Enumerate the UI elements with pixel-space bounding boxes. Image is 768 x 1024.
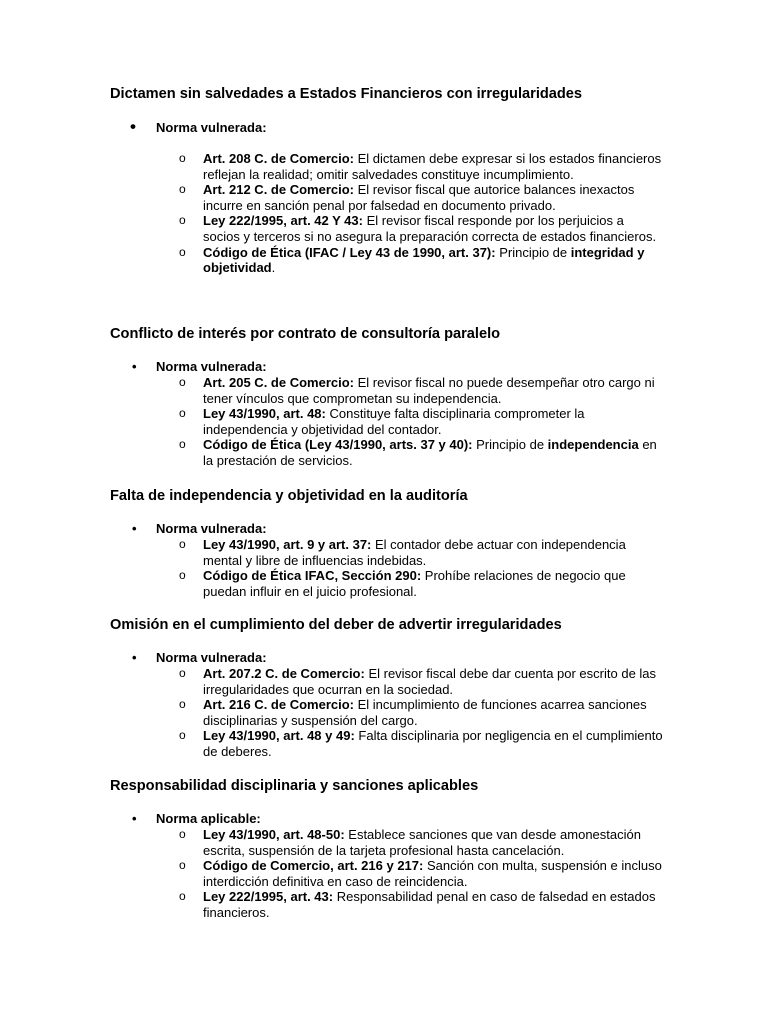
list-item — [110, 245, 663, 276]
list-item — [110, 697, 663, 728]
circle-bullet-icon: o — [179, 437, 186, 452]
circle-bullet-icon: o — [179, 728, 186, 743]
item-text: Establece sanciones que van desde amonestación escrita, suspensión de la tarjeta profesional hasta cancelación. — [203, 827, 641, 858]
circle-bullet-icon: o — [179, 375, 186, 389]
list-item — [110, 568, 663, 599]
item-text: Falta disciplinaria por negligencia en el cumplimiento de deberes. — [203, 728, 663, 759]
section-title: Omisión en el cumplimiento del deber de advertir irregularidades — [110, 617, 562, 633]
bullet-icon: • — [132, 521, 137, 536]
section-conflicto — [110, 325, 670, 469]
circle-bullet-icon: o — [179, 182, 186, 197]
bullet-icon: • — [132, 811, 137, 826]
norma-label: Norma aplicable: — [156, 811, 261, 826]
circle-bullet-icon: o — [179, 827, 186, 841]
norma-label-item — [110, 811, 670, 827]
norma-label-item — [110, 521, 670, 537]
circle-bullet-icon: o — [179, 537, 186, 551]
norma-label: Norma vulnerada: — [156, 359, 267, 374]
list-item — [110, 213, 663, 244]
section-title: Falta de independencia y objetividad en la auditoría — [110, 488, 468, 504]
circle-bullet-icon: o — [179, 858, 186, 873]
item-text: Principio de — [472, 437, 548, 453]
item-emphasis: independencia — [547, 437, 639, 453]
item-reference: Art. 216 C. de Comercio: — [203, 697, 354, 713]
item-text: Responsabilidad penal en caso de falsedad en estados financieros. — [203, 889, 656, 920]
section-independencia — [110, 487, 670, 599]
item-reference: Código de Comercio, art. 216 y 217: — [203, 858, 424, 874]
item-reference: Código de Ética IFAC, Sección 290: — [203, 568, 422, 584]
list-item — [110, 827, 663, 858]
list-item — [110, 375, 663, 406]
item-text: Prohíbe relaciones de negocio que puedan influir en el juicio profesional. — [203, 568, 626, 599]
list-item — [110, 858, 663, 889]
item-text: El dictamen debe expresar si los estados financieros reflejan la realidad; omitir salvedades constituye incumplimiento. — [203, 151, 662, 182]
list-item — [110, 666, 663, 697]
section-omision — [110, 616, 670, 760]
norma-list — [110, 827, 670, 921]
norma-label-item — [110, 650, 670, 666]
item-text: El contador debe actuar con independencia mental y libre de influencias indebidas. — [203, 537, 626, 568]
item-reference: Ley 43/1990, art. 9 y art. 37: — [203, 537, 372, 552]
item-text: Sanción con multa, suspensión e incluso interdicción definitiva en caso de reincidencia. — [203, 858, 662, 889]
section-title: Conflicto de interés por contrato de consultoría paralelo — [110, 326, 501, 342]
norma-list — [110, 666, 670, 760]
circle-bullet-icon: o — [179, 697, 186, 712]
circle-bullet-icon: o — [179, 568, 186, 583]
bullet-icon: • — [132, 650, 137, 665]
circle-bullet-icon: o — [179, 244, 186, 259]
circle-bullet-icon: o — [179, 666, 186, 680]
list-item — [110, 406, 663, 437]
bullet-icon: • — [130, 117, 136, 136]
item-emphasis: integridad y objetividad — [203, 244, 645, 276]
item-text: Constituye falta disciplinaria comprometer la independencia y objetividad del contador. — [203, 406, 585, 437]
bullet-icon: • — [132, 359, 137, 374]
item-text: El revisor fiscal que autorice balances inexactos incurre en sanción penal por falsedad en documento privado. — [203, 182, 635, 213]
norma-list — [110, 375, 670, 469]
list-item — [110, 889, 663, 920]
item-reference: Código de Ética (IFAC / Ley 43 de 1990, art. 37): — [203, 244, 496, 260]
item-reference: Ley 43/1990, art. 48 y 49: — [203, 728, 355, 744]
circle-bullet-icon: o — [179, 889, 186, 904]
item-text: El incumplimiento de funciones acarrea sanciones disciplinarias y suspensión del cargo. — [203, 697, 647, 728]
norma-list — [110, 151, 670, 276]
circle-bullet-icon: o — [179, 406, 186, 421]
item-text: El revisor fiscal responde por los perjuicios a socios y terceros si no asegura la preparación correcta de estados financieros. — [203, 213, 657, 244]
list-item — [110, 728, 663, 759]
item-reference: Art. 207.2 C. de Comercio: — [203, 666, 365, 681]
item-text-end: . — [271, 260, 276, 276]
item-text: El revisor fiscal debe dar cuenta por escrito de las irregularidades que ocurran en la sociedad. — [203, 666, 657, 697]
section-title: Dictamen sin salvedades a Estados Financieros con irregularidades — [110, 86, 583, 102]
norma-label: Norma vulnerada: — [156, 650, 267, 665]
item-text: El revisor fiscal no puede desempeñar otro cargo ni tener vínculos que comprometan su independencia. — [203, 375, 655, 406]
item-reference: Ley 222/1995, art. 42 Y 43: — [203, 213, 363, 229]
norma-label: Norma vulnerada: — [156, 120, 267, 135]
section-title: Responsabilidad disciplinaria y sanciones aplicables — [110, 778, 479, 794]
norma-label-item — [110, 359, 670, 375]
norma-list — [110, 537, 670, 599]
item-reference: Art. 205 C. de Comercio: — [203, 375, 354, 390]
item-text-end: en la prestación de servicios. — [203, 437, 657, 468]
item-reference: Art. 212 C. de Comercio: — [203, 182, 354, 198]
section-responsabilidad — [110, 777, 670, 921]
item-reference: Ley 222/1995, art. 43: — [203, 889, 334, 905]
norma-label: Norma vulnerada: — [156, 521, 267, 536]
list-item — [110, 151, 663, 182]
item-text: Principio de — [495, 244, 571, 260]
item-reference: Código de Ética (Ley 43/1990, arts. 37 y 40): — [203, 437, 473, 453]
item-reference: Ley 43/1990, art. 48: — [203, 406, 326, 422]
circle-bullet-icon: o — [179, 213, 186, 228]
list-item — [110, 537, 663, 568]
section-dictamen — [110, 85, 670, 276]
list-item — [110, 182, 663, 213]
circle-bullet-icon: o — [179, 151, 186, 165]
norma-label-item — [110, 117, 670, 136]
list-item — [110, 437, 663, 468]
item-reference: Art. 208 C. de Comercio: — [203, 151, 354, 166]
item-reference: Ley 43/1990, art. 48-50: — [203, 827, 345, 842]
